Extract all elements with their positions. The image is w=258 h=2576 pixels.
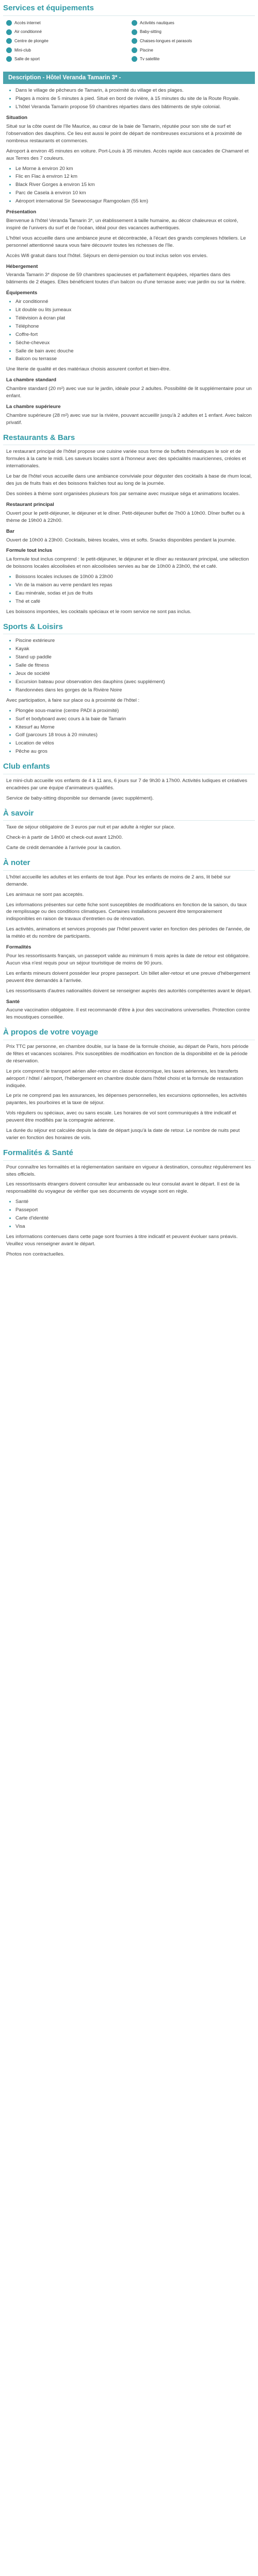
paragraph: Veranda Tamarin 3* dispose de 59 chambres spacieuses et parfaitement équipées, réparties dans des bâtiments de 2 étages. Elles bénéficient toutes d'un balcon ou d'une terrasse avec vue jardin ou sur la rivière. [6, 272, 246, 285]
lead-item: • Dans le village de pêcheurs de Tamarin, à proximité du village et des plages. [15, 87, 252, 94]
paragraph: Les boissons importées, les cocktails spéciaux et le room service ne sont pas inclus. [6, 608, 191, 615]
paragraph: L'hôtel vous accueille dans une ambiance jeune et décontractée, à l'écart des grands complexes hôteliers. Le personnel attentionné saura vous faire découvrir toutes les richesses de l'île. [6, 235, 246, 248]
subheading: Équipements [6, 290, 38, 296]
paragraph: Service de baby-sitting disponible sur demande (avec supplément). [6, 795, 154, 801]
paragraph: Aéroport à environ 45 minutes en voiture. Port-Louis à 35 minutes. Accès rapide aux cascades de Chamarel et aux Terres des 7 couleurs. [6, 148, 249, 161]
umbrella-icon [132, 38, 137, 44]
paragraph: Chambre standard (20 m²) avec vue sur le jardin, idéale pour 2 adultes. Possibilité de lit supplémentaire pour un enfant. [6, 386, 252, 399]
paragraph: Pour les ressortissants français, un passeport valide au minimum 6 mois après la date de retour est obligatoire. Aucun visa n'est requis pour un séjour touristique de moins de 90 jours. [6, 953, 250, 966]
subheading: La chambre standard [6, 377, 57, 383]
subheading: Hébergement [6, 263, 38, 269]
divider [3, 1160, 255, 1161]
service-item [132, 20, 252, 26]
section-body [0, 1043, 258, 1142]
list-item: • Sèche-cheveux [15, 340, 252, 347]
wifi-icon [6, 20, 12, 26]
bullet-list [6, 298, 252, 363]
paragraph: Aucune vaccination obligatoire. Il est recommandé d'être à jour des vaccinations universelles. Protection contre les moustiques conseillée. [6, 1007, 250, 1021]
paragraph: Le bar de l'hôtel vous accueille dans une ambiance conviviale pour déguster des cocktails à base de rhum local, des jus de fruits frais et des boissons fraîches tout au long de la journée. [6, 473, 252, 487]
pool-icon [132, 47, 137, 53]
list-item: • Vin de la maison au verre pendant les repas [15, 582, 252, 589]
section-body [0, 637, 258, 755]
list-item: • Passeport [15, 1207, 252, 1214]
waves-icon [132, 20, 137, 26]
bullet-list [6, 573, 252, 605]
paragraph: Le restaurant principal de l'hôtel propose une cuisine variée sous forme de buffets thématiques le soir et de formules à la carte le midi. Les saveurs locales sont à l'honneur avec des spécialités mauriciennes, créoles et internationales. [6, 449, 246, 469]
lead-item: • L'hôtel Veranda Tamarin propose 59 chambres réparties dans des bâtiments de style colonial. [15, 104, 252, 111]
service-label: Accès internet [14, 20, 41, 25]
lead-item: • Plages à moins de 5 minutes à pied. Situé en bord de rivière, à 15 minutes du site de la Route Royale. [15, 95, 252, 103]
subheading: Présentation [6, 209, 37, 215]
paragraph: Ouvert pour le petit-déjeuner, le déjeuner et le dîner. Petit-déjeuner buffet de 7h00 à 10h00. Dîner buffet ou à thème de 19h00 à 22h00. [6, 510, 245, 523]
bullet-list [6, 707, 252, 755]
list-item: • Lit double ou lits jumeaux [15, 307, 252, 314]
paragraph: Les activités, animations et services proposés par l'hôtel peuvent varier en fonction des périodes de l'année, de la météo et du nombre de participants. [6, 926, 250, 940]
subheading: La chambre supérieure [6, 404, 61, 410]
list-item: • Golf (parcours 18 trous à 20 minutes) [15, 732, 252, 739]
service-label: Mini-club [14, 47, 31, 53]
subheading: Santé [6, 998, 20, 1005]
service-label: Piscine [140, 47, 153, 53]
paragraph: Les enfants mineurs doivent posséder leur propre passeport. Un billet aller-retour et une preuve d'hébergement peuvent être demandés à l'arrivée. [6, 970, 250, 984]
paragraph: Une literie de qualité et des matériaux choisis assurent confort et bien-être. [6, 366, 171, 372]
list-item: • Thé et café [15, 598, 252, 605]
service-item [132, 38, 252, 44]
service-label: Centre de plongée [14, 38, 49, 43]
list-item: • Kitesurf au Morne [15, 724, 252, 731]
list-item: • Flic en Flac à environ 12 km [15, 173, 252, 180]
section-body [0, 777, 258, 802]
service-label: Air conditionné [14, 29, 42, 35]
paragraph: Taxe de séjour obligatoire de 3 euros par nuit et par adulte à régler sur place. [6, 824, 175, 831]
list-item: • Jeux de société [15, 670, 252, 677]
paragraph: Avec participation, à faire sur place ou à proximité de l'hôtel : [6, 697, 140, 703]
list-item: • Coffre-fort [15, 331, 252, 338]
section-body [0, 1164, 258, 1258]
service-item [6, 29, 126, 35]
list-item: • Salle de bain avec douche [15, 348, 252, 355]
service-item [6, 38, 126, 44]
description-banner: Description - Hôtel Veranda Tamarin 3* - [3, 72, 255, 84]
dumbbell-icon [6, 56, 12, 62]
list-item: • Visa [15, 1223, 252, 1230]
snowflake-icon [6, 29, 12, 35]
description-lead [0, 87, 258, 111]
paragraph: Ouvert de 10h00 à 23h00. Cocktails, bières locales, vins et softs. Snacks disponibles pendant la journée. [6, 537, 236, 543]
section-heading: Restaurants & Bars [3, 433, 75, 442]
list-item: • Santé [15, 1198, 252, 1206]
paragraph: Vols réguliers ou spéciaux, avec ou sans escale. Les horaires de vol sont communiqués à titre indicatif et peuvent être modifiés par la compagnie aérienne. [6, 1110, 236, 1124]
service-label: Baby-sitting [140, 29, 162, 35]
paragraph: La formule tout inclus comprend : le petit-déjeuner, le déjeuner et le dîner au restaurant principal, une sélection de boissons locales alcoolisées et non alcoolisées servies au bar de 10h00 à 23h00, thé et café. [6, 556, 249, 570]
list-item: • Pêche au gros [15, 748, 252, 755]
services-grid [0, 19, 258, 67]
paragraph: Photos non contractuelles. [6, 1251, 65, 1257]
service-item [132, 29, 252, 35]
list-item: • Excursion bateau pour observation des dauphins (avec supplément) [15, 679, 252, 686]
subheading: Bar [6, 528, 14, 534]
subheading: Situation [6, 115, 28, 121]
paragraph: L'hôtel accueille les adultes et les enfants de tout âge. Pour les enfants de moins de 2 ans, lit bébé sur demande. [6, 874, 231, 887]
divider [3, 820, 255, 821]
list-item: • Surf et bodyboard avec cours à la baie de Tamarin [15, 716, 252, 723]
section-heading: Club enfants [3, 762, 50, 771]
service-label: Salle de sport [14, 57, 40, 62]
service-item [6, 47, 126, 54]
bullet-list [6, 1198, 252, 1230]
paragraph: Les informations contenues dans cette page sont fournies à titre indicatif et peuvent évoluer sans préavis. Veuillez vous renseigner avant le départ. [6, 1233, 238, 1247]
list-item: • Parc de Casela à environ 10 km [15, 190, 252, 197]
paragraph: Pour connaître les formalités et la réglementation sanitaire en vigueur à destination, consultez régulièrement les sites officiels. [6, 1164, 251, 1177]
paragraph: Les ressortissants étrangers doivent consulter leur ambassade ou leur consulat avant le départ. Il est de la responsabilité du voyageur de vérifier que ses documents de voyage sont en règle. [6, 1181, 240, 1195]
kids-icon [6, 47, 12, 53]
service-label: Chaises-longues et parasols [140, 38, 192, 43]
list-item: • Télévision à écran plat [15, 315, 252, 322]
list-item: • Eau minérale, sodas et jus de fruits [15, 590, 252, 597]
service-label: Activités nautiques [140, 20, 174, 25]
section-body [0, 824, 258, 852]
list-item: • Balcon ou terrasse [15, 355, 252, 363]
section-heading: À noter [3, 858, 30, 868]
paragraph: Le mini-club accueille vos enfants de 4 à 11 ans, 6 jours sur 7 de 9h30 à 17h00. Activités ludiques et créatives encadrées par une équipe d'animateurs qualifiés. [6, 777, 247, 791]
list-item: • Plongée sous-marine (centre PADI à proximité) [15, 707, 252, 715]
list-item: • Aéroport international Sir Seewoosagur Ramgoolam (55 km) [15, 198, 252, 205]
bullet-list [6, 165, 252, 206]
list-item: • Boissons locales incluses de 10h00 à 23h00 [15, 573, 252, 581]
service-item [132, 56, 252, 62]
content-blocks [0, 114, 258, 1258]
section-heading: À propos de votre voyage [3, 1028, 99, 1037]
section-heading: Formalités & Santé [3, 1148, 73, 1157]
list-item: • Air conditionné [15, 298, 252, 306]
subheading: Formalités [6, 944, 31, 951]
service-item [6, 56, 126, 62]
paragraph: Accès Wifi gratuit dans tout l'hôtel. Séjours en demi-pension ou tout inclus selon vos envies. [6, 252, 208, 259]
section-body [0, 874, 258, 1021]
hotel-details-page [0, 0, 258, 1258]
paragraph: Les informations présentes sur cette fiche sont susceptibles de modifications en fonction de la saison, du taux de remplissage ou des conditions climatiques. Certaines installations peuvent être temporairement indisponibles en raison de travaux d'entretien ou de rénovation. [6, 902, 247, 922]
list-item: • Le Morne à environ 20 km [15, 165, 252, 173]
list-item: • Carte d'identité [15, 1215, 252, 1222]
service-label: Tv satellite [140, 57, 160, 62]
paragraph: Les animaux ne sont pas acceptés. [6, 891, 84, 897]
paragraph: Bienvenue à l'hôtel Veranda Tamarin 3*, un établissement à taille humaine, au décor chaleureux et coloré, inspiré de l'univers du surf et de l'océan, idéal pour des vacances authentiques. [6, 217, 238, 231]
list-item: • Randonnées dans les gorges de la Rivière Noire [15, 687, 252, 694]
diving-icon [6, 38, 12, 44]
list-item: • Téléphone [15, 323, 252, 330]
service-item [132, 47, 252, 54]
paragraph: Carte de crédit demandée à l'arrivée pour la caution. [6, 845, 122, 851]
paragraph: Chambre supérieure (28 m²) avec vue sur la rivière, pouvant accueillir jusqu'à 2 adultes et 1 enfant. Avec balcon privatif. [6, 412, 252, 426]
tv-icon [132, 56, 137, 62]
section-heading: Sports & Loisirs [3, 622, 63, 631]
list-item: • Black River Gorges à environ 15 km [15, 181, 252, 189]
bullet-list [6, 637, 252, 693]
baby-icon [132, 29, 137, 35]
list-item: • Location de vélos [15, 740, 252, 747]
paragraph: La durée du séjour est calculée depuis la date de départ jusqu'à la date de retour. Le nombre de nuits peut varier en fonction des horaires de vols. [6, 1128, 240, 1141]
paragraph: Le prix ne comprend pas les assurances, les dépenses personnelles, les excursions optionnelles, les activités payantes, les pourboires et la taxe de séjour. [6, 1093, 247, 1106]
paragraph: Des soirées à thème sont organisées plusieurs fois par semaine avec musique séga et animations locales. [6, 491, 240, 497]
subheading: Restaurant principal [6, 501, 54, 507]
list-item: • Salle de fitness [15, 662, 252, 669]
services-title: Services et équipements [3, 4, 94, 12]
paragraph: Les ressortissants d'autres nationalités doivent se renseigner auprès des autorités compétentes avant le départ. [6, 988, 252, 994]
service-item [6, 20, 126, 26]
paragraph: Prix TTC par personne, en chambre double, sur la base de la formule choisie, au départ de Paris, hors période de fêtes et vacances scolaires. Prix susceptibles de modification en fonction de la disponibilité et de la période de réservation. [6, 1043, 249, 1064]
subheading: Formule tout inclus [6, 548, 53, 554]
section-body [0, 448, 258, 615]
paragraph: Le prix comprend le transport aérien aller-retour en classe économique, les taxes aériennes, les transferts aéroport / hôtel / aéroport, l'hébergement en chambre double dans l'hôtel choisi et la formule de restauration indiquée. [6, 1068, 244, 1089]
section-body [0, 114, 258, 427]
paragraph: Situé sur la côte ouest de l'île Maurice, au cœur de la baie de Tamarin, réputée pour son site de surf et l'observation des dauphins. Ce lieu est aussi le point de départ de nombreuses excursions et à proximité de nombreux restaurants et commerces. [6, 124, 242, 144]
section-heading: À savoir [3, 808, 34, 818]
list-item: • Kayak [15, 646, 252, 653]
list-item: • Stand up paddle [15, 654, 252, 661]
divider [3, 15, 255, 16]
paragraph: Check-in à partir de 14h00 et check-out avant 12h00. [6, 835, 123, 841]
list-item: • Piscine extérieure [15, 637, 252, 645]
divider [3, 870, 255, 871]
lead-list [6, 87, 252, 111]
